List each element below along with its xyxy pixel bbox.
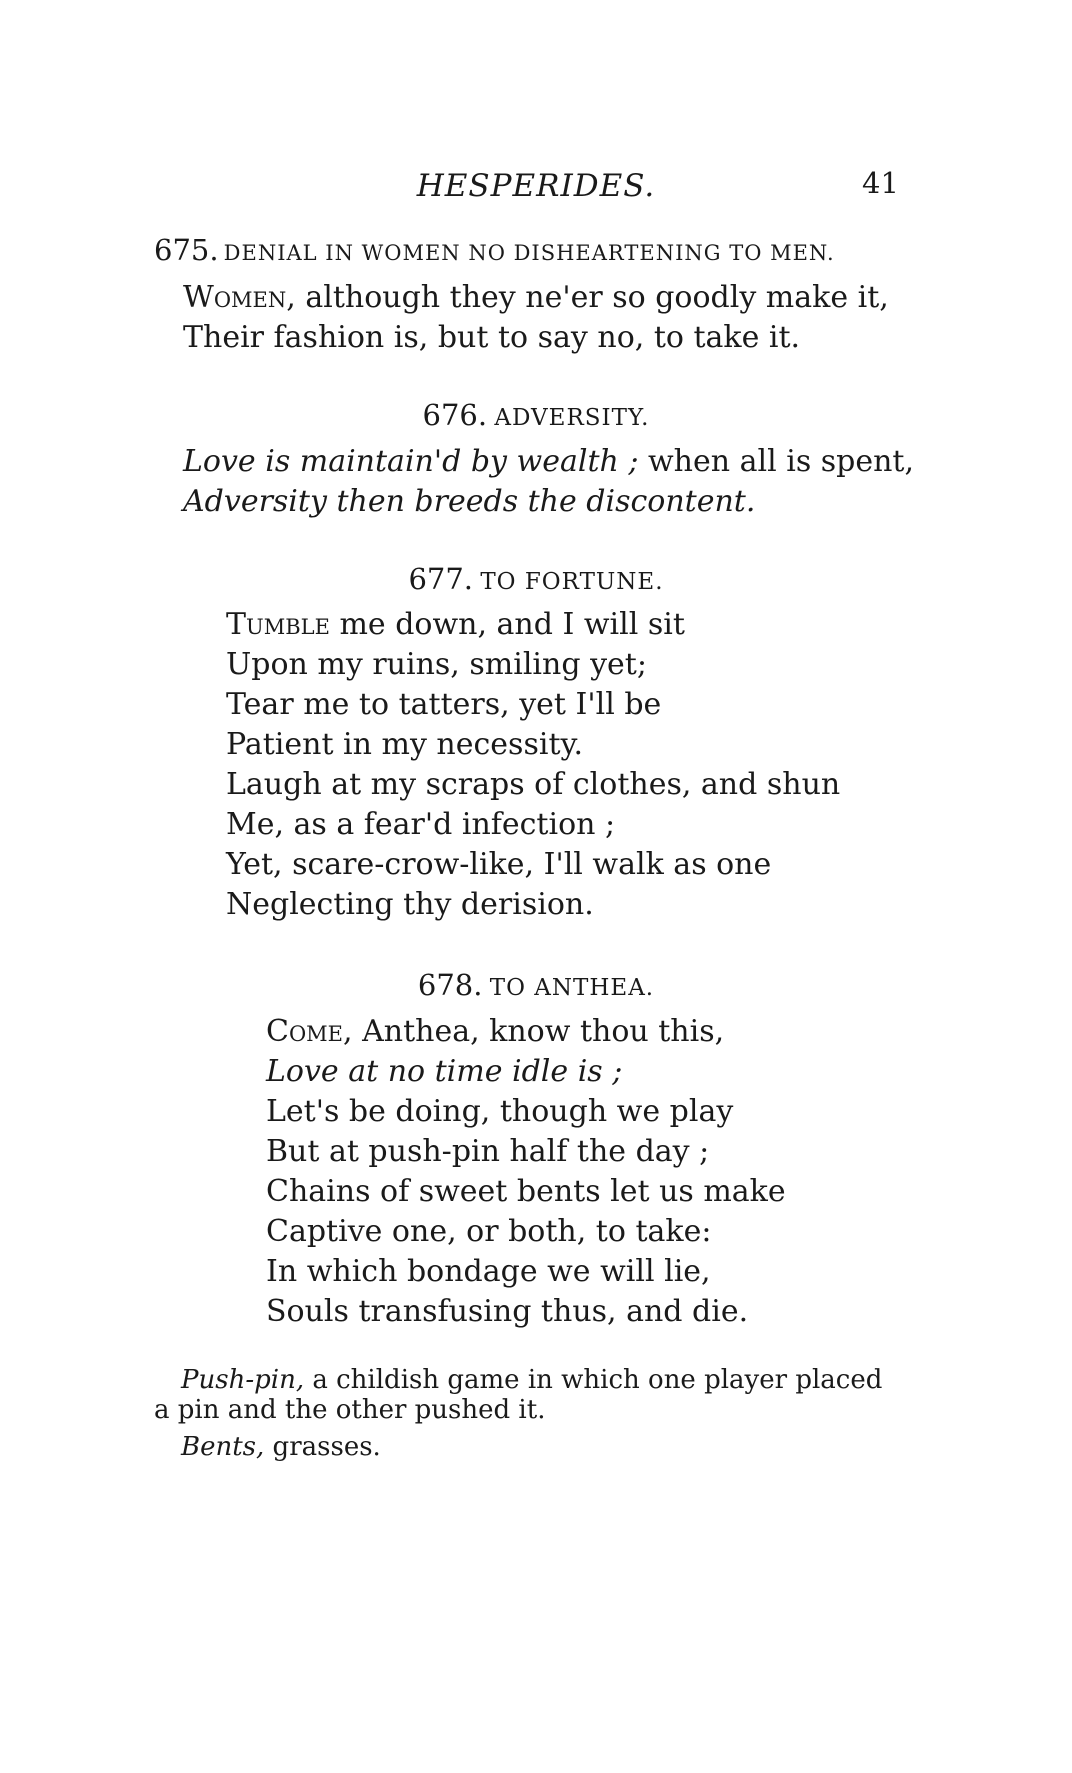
- poem-678-body: [266, 1012, 786, 1332]
- poem-675-body: [183, 278, 889, 358]
- verse-line: But at push-pin half the day ;: [266, 1134, 710, 1169]
- lead-word: Come: [266, 1014, 344, 1049]
- poem-number: 675.: [154, 233, 219, 267]
- verse-line: Tumble me down, and I will sit: [226, 607, 685, 642]
- poem-676-body: [183, 442, 914, 522]
- verse-line: Tear me to tatters, yet I'll be: [226, 687, 662, 722]
- verse-line: Love at no time idle is ;: [266, 1054, 623, 1089]
- verse-line: In which bondage we will lie,: [266, 1254, 711, 1289]
- footnote-term: Bents,: [181, 1432, 265, 1462]
- footnote-bents: Bents, grasses.: [181, 1432, 381, 1462]
- verse-line: Adversity then breeds the discontent.: [183, 484, 756, 519]
- verse-line: Let's be doing, though we play: [266, 1094, 734, 1129]
- page-number: 41: [862, 166, 899, 200]
- verse-line: Their fashion is, but to say no, to take it.: [183, 320, 801, 355]
- poem-number: 677.: [408, 562, 474, 596]
- verse-line: Laugh at my scraps of clothes, and shun: [226, 767, 841, 802]
- poem-677-body: [226, 605, 840, 925]
- verse-line: Patient in my necessity.: [226, 727, 583, 762]
- lead-word: Women: [183, 280, 287, 315]
- poem-title: TO FORTUNE.: [480, 569, 664, 595]
- running-title: HESPERIDES.: [416, 168, 656, 204]
- poem-number: 676.: [422, 398, 488, 432]
- poem-676-heading: [0, 398, 1072, 432]
- footnote-push-pin: Push-pin, a childish game in which one player placed: [181, 1365, 883, 1395]
- verse-line: Upon my ruins, smiling yet;: [226, 647, 647, 682]
- poem-title: DENIAL IN WOMEN NO DISHEARTENING TO MEN.: [223, 241, 835, 265]
- poem-675-heading: [154, 233, 835, 267]
- verse-line: Me, as a fear'd infection ;: [226, 807, 616, 842]
- verse-line: Yet, scare-crow-like, I'll walk as one: [226, 847, 772, 882]
- poem-number: 678.: [417, 968, 483, 1002]
- poem-677-heading: [0, 562, 1072, 596]
- poem-678-heading: [0, 968, 1072, 1002]
- verse-line: Love is maintain'd by wealth ; when all is spent,: [183, 444, 915, 479]
- verse-line: Neglecting thy derision.: [226, 887, 594, 922]
- verse-line: Come, Anthea, know thou this,: [266, 1014, 725, 1049]
- verse-line: Souls transfusing thus, and die.: [266, 1294, 749, 1329]
- poem-title: ADVERSITY.: [494, 405, 650, 431]
- footnote-push-pin-continued: a pin and the other pushed it.: [154, 1395, 546, 1425]
- poem-title: TO ANTHEA.: [489, 975, 655, 1001]
- verse-line: Women, although they ne'er so goodly make it,: [183, 280, 889, 315]
- lead-word: Tumble: [226, 607, 330, 642]
- verse-line: Chains of sweet bents let us make: [266, 1174, 786, 1209]
- verse-line: Captive one, or both, to take:: [266, 1214, 712, 1249]
- footnote-term: Push-pin,: [181, 1365, 305, 1395]
